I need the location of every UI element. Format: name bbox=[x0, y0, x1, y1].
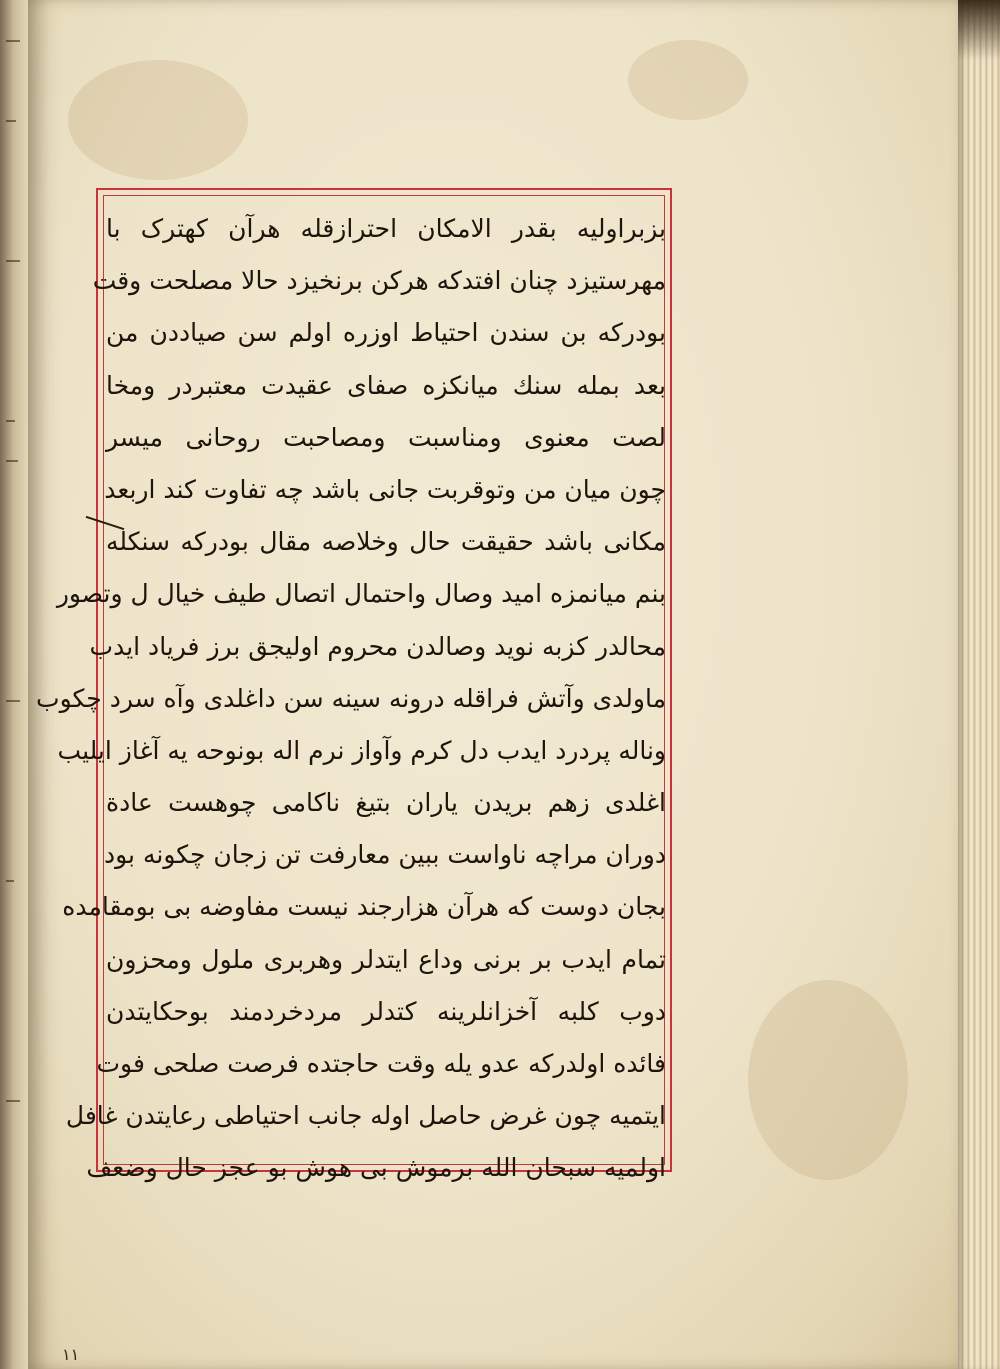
text-line: بعد بمله سنك میانکزه صفای عقیدت معتبردر ومخا bbox=[106, 370, 666, 400]
text-line: فائده اولدرکه عدو یله وقت حاجتده فرصت صلحی فوت bbox=[96, 1049, 666, 1078]
text-line: محالدر کزبه نوید وصالدن محروم اولیجق برز فریاد ایدب bbox=[89, 631, 666, 661]
text-line: تمام ایدب بر برنی وداع ایتدلر وهربری ملول ومحزون bbox=[106, 944, 666, 974]
text-line: وناله پردرد ایدب دل کرم وآواز نرم اله بونوحه یه آغاز ایلیب bbox=[57, 735, 666, 765]
text-line: اغلدی زهم بریدن یاران بتیغ ناکامی چوهست عادة bbox=[106, 788, 666, 818]
text-line: چون میان من وتوقربت جانی باشد چه تفاوت کند اربعد bbox=[104, 474, 666, 504]
page-edges bbox=[958, 0, 1000, 1369]
manuscript-text-block bbox=[36, 203, 666, 1195]
text-line: ایتمیه چون غرض حاصل اوله جانب احتیاطی رعایتدن غافل bbox=[65, 1101, 666, 1131]
folio-number: ١١ bbox=[62, 1345, 80, 1364]
text-line: دوران مراچه ناواست ببین معارفت تن زجان چکونه بود bbox=[104, 840, 666, 870]
text-line: بودرکه بن سندن احتیاط اوزره اولم سن صیاددن من bbox=[106, 318, 666, 348]
text-line: اولمیه سبحان الله برموش بی هوش بو عجز حال وضعف bbox=[86, 1153, 666, 1183]
text-line: مهرستیزد چنان افتدکه هرکن برنخیزد حالا مصلحت وقت bbox=[92, 266, 666, 296]
text-line: دوب کلبه آخزانلرینه کتدلر مردخردمند بوحکایتدن bbox=[106, 996, 666, 1026]
text-line: بنم میانمزه امید وصال واحتمال اتصال طیف خیال ل وتصور bbox=[56, 579, 666, 609]
text-line: مکانی باشد حقیقت حال وخلاصه مقال بودرکه سنکله bbox=[106, 527, 666, 557]
text-line: ماولدی وآتش فراقله درونه سینه سن داغلدی وآه سرد چکوب bbox=[36, 683, 666, 713]
text-line: لصت معنوی ومناسبت ومصاحبت روحانی میسر bbox=[106, 422, 666, 452]
text-line: بزبراولیه بقدر الامکان احترازقله هرآن کهترک با bbox=[106, 214, 666, 243]
text-line: بجان دوست که هرآن هزارجند نیست مفاوضه بی بومقامده bbox=[62, 892, 666, 922]
